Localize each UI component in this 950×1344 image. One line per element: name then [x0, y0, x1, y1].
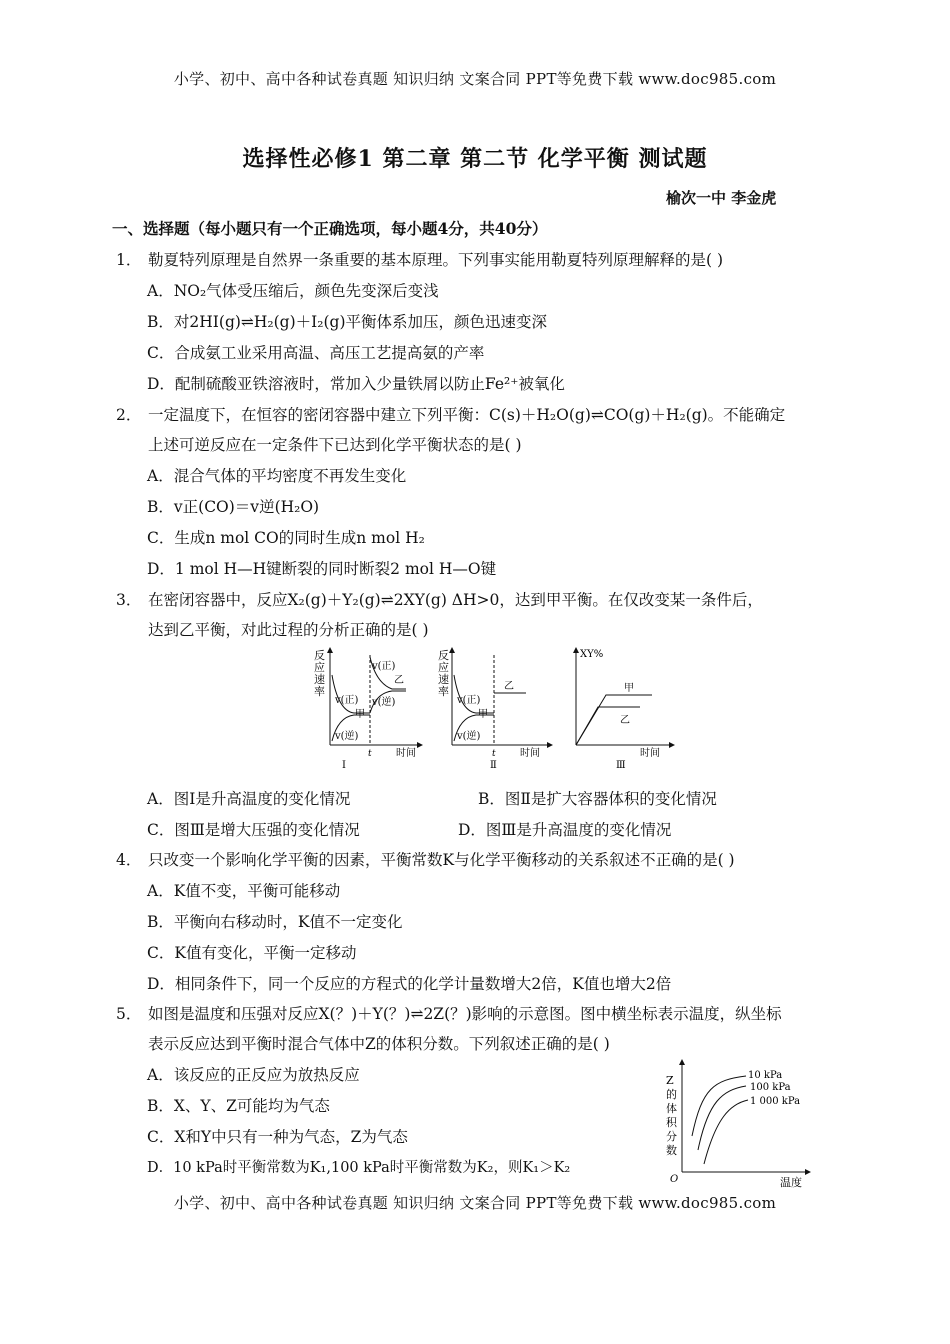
label-v-reverse: v(逆) — [457, 731, 481, 742]
option-d: D．图Ⅲ是升高温度的变化情况 — [458, 821, 672, 839]
option-a: A．NO₂气体受压缩后，颜色先变深后变浅 — [147, 282, 439, 300]
label-jia: 甲 — [624, 683, 634, 694]
label-jia: 甲 — [478, 709, 488, 720]
curve-label: 10 kPa — [748, 1070, 783, 1081]
option-b: B．对2HI(g)⇌H₂(g)＋I₂(g)平衡体系加压，颜色迅速变深 — [147, 313, 547, 331]
x-label: 时间 — [640, 748, 660, 759]
y-label: 率 — [314, 685, 325, 698]
option-c: C．生成n mol CO的同时生成n mol H₂ — [147, 529, 425, 547]
author: 榆次一中 李金虎 — [666, 189, 777, 207]
label-v-reverse: v(逆) — [335, 731, 359, 742]
label-v-forward: v(正) — [457, 695, 481, 706]
question-text: 达到乙平衡，对此过程的分析正确的是( ) — [148, 621, 429, 639]
option-b: B．v正(CO)＝v逆(H₂O) — [147, 498, 320, 516]
option-b: B．平衡向右移动时，K值不一定变化 — [147, 913, 403, 931]
question-number: 3． — [116, 591, 142, 609]
t-label: t — [368, 749, 372, 759]
curve-1000kpa — [704, 1100, 748, 1164]
y-label: 应 — [314, 661, 325, 674]
curve-10kpa — [692, 1076, 746, 1136]
option-a: A．K值不变，平衡可能移动 — [147, 882, 341, 900]
option-c: C．X和Y中只有一种为气态，Z为气态 — [147, 1128, 408, 1146]
option-d: D．配制硫酸亚铁溶液时，常加入少量铁屑以防止Fe²⁺被氧化 — [147, 375, 565, 393]
curve-yi — [576, 707, 640, 745]
y-label: 积 — [666, 1116, 677, 1129]
option-b: B．X、Y、Z可能均为气态 — [147, 1097, 330, 1115]
option-c: C．图Ⅲ是增大压强的变化情况 — [147, 821, 360, 839]
x-label: 时间 — [396, 748, 416, 759]
option-a: A．该反应的正反应为放热反应 — [147, 1066, 360, 1084]
label-yi: 乙 — [620, 715, 630, 726]
option-d: D．相同条件下，同一个反应的方程式的化学计量数增大2倍，K值也增大2倍 — [147, 975, 672, 993]
y-label: XY% — [580, 649, 604, 660]
y-label: 数 — [666, 1144, 677, 1157]
question-text: 如图是温度和压强对反应X(？)＋Y(？)⇌2Z(？)影响的示意图。图中横坐标表示温度，纵坐标 — [148, 1005, 782, 1023]
y-label: 分 — [666, 1130, 677, 1143]
question-text: 一定温度下，在恒容的密闭容器中建立下列平衡：C(s)＋H₂O(g)⇌CO(g)＋H₂(g)。不能确定 — [148, 406, 786, 424]
question-text: 勒夏特列原理是自然界一条重要的基本原理。下列事实能用勒夏特列原理解释的是( ) — [148, 251, 724, 269]
y-label: 率 — [438, 685, 449, 698]
y-label: 速 — [438, 673, 449, 686]
question-number: 5． — [116, 1005, 142, 1023]
t-label: t — [492, 749, 496, 759]
label-v-forward: v(正) — [372, 661, 396, 672]
y-label: 反 — [438, 649, 449, 662]
question-text: 上述可逆反应在一定条件下已达到化学平衡状态的是( ) — [148, 436, 522, 454]
page-header: 小学、初中、高中各种试卷真题 知识归纳 文案合同 PPT等免费下载 www.doc985.com — [173, 70, 777, 88]
option-d: D．10 kPa时平衡常数为K₁,100 kPa时平衡常数为K₂，则K₁＞K₂ — [147, 1160, 571, 1176]
curve-label: 100 kPa — [750, 1082, 791, 1093]
x-label: 时间 — [520, 748, 540, 759]
v-forward-curve — [332, 675, 370, 713]
curve-label: 1 000 kPa — [750, 1096, 801, 1107]
option-c: C．K值有变化，平衡一定移动 — [147, 944, 357, 962]
label-jia: 甲 — [355, 709, 365, 720]
y-label: 的 — [666, 1088, 677, 1101]
y-label: 体 — [666, 1102, 677, 1115]
question-number: 4． — [116, 851, 142, 869]
label-v-forward: v(正) — [335, 695, 359, 706]
page-title: 选择性必修1 第二章 第二节 化学平衡 测试题 — [242, 146, 708, 172]
y-label: Z — [666, 1074, 674, 1087]
option-a: A．图Ⅰ是升高温度的变化情况 — [147, 790, 351, 808]
page-footer: 小学、初中、高中各种试卷真题 知识归纳 文案合同 PPT等免费下载 www.doc985.com — [173, 1194, 777, 1212]
origin-label: O — [670, 1174, 679, 1185]
figure-caption: Ⅱ — [490, 760, 497, 771]
y-label: 反 — [314, 649, 325, 662]
question-text: 在密闭容器中，反应X₂(g)＋Y₂(g)⇌2XY(g) ΔH>0，达到甲平衡。在仅改变某一条件后， — [148, 591, 763, 609]
option-c: C．合成氨工业采用高温、高压工艺提高氨的产率 — [147, 344, 485, 362]
question-number: 1． — [116, 251, 142, 269]
section-heading: 一、选择题（每小题只有一个正确选项，每小题4分，共40分） — [112, 219, 548, 238]
question-number: 2． — [116, 406, 142, 424]
option-b: B．图Ⅱ是扩大容器体积的变化情况 — [478, 790, 717, 808]
y-label: 应 — [438, 661, 449, 674]
question-text: 只改变一个影响化学平衡的因素，平衡常数K与化学平衡移动的关系叙述不正确的是( ) — [148, 851, 735, 869]
figure-2 — [438, 645, 558, 773]
v-forward-curve — [454, 675, 494, 713]
label-yi: 乙 — [504, 681, 514, 692]
figure-caption: Ⅰ — [342, 760, 346, 771]
figure-caption: Ⅲ — [616, 760, 626, 771]
curve-jia — [576, 695, 652, 745]
figure-1 — [308, 645, 428, 773]
option-a: A．混合气体的平均密度不再发生变化 — [147, 467, 407, 485]
y-label: 速 — [314, 673, 325, 686]
x-label: 温度 — [780, 1176, 802, 1189]
figure-3 — [568, 645, 678, 773]
label-yi: 乙 — [394, 675, 404, 686]
option-d: D．1 mol H—H键断裂的同时断裂2 mol H—O键 — [147, 560, 497, 578]
figure-5 — [658, 1058, 818, 1190]
label-v-reverse: v(逆) — [372, 697, 396, 708]
question-text: 表示反应达到平衡时混合气体中Z的体积分数。下列叙述正确的是( ) — [148, 1035, 610, 1053]
